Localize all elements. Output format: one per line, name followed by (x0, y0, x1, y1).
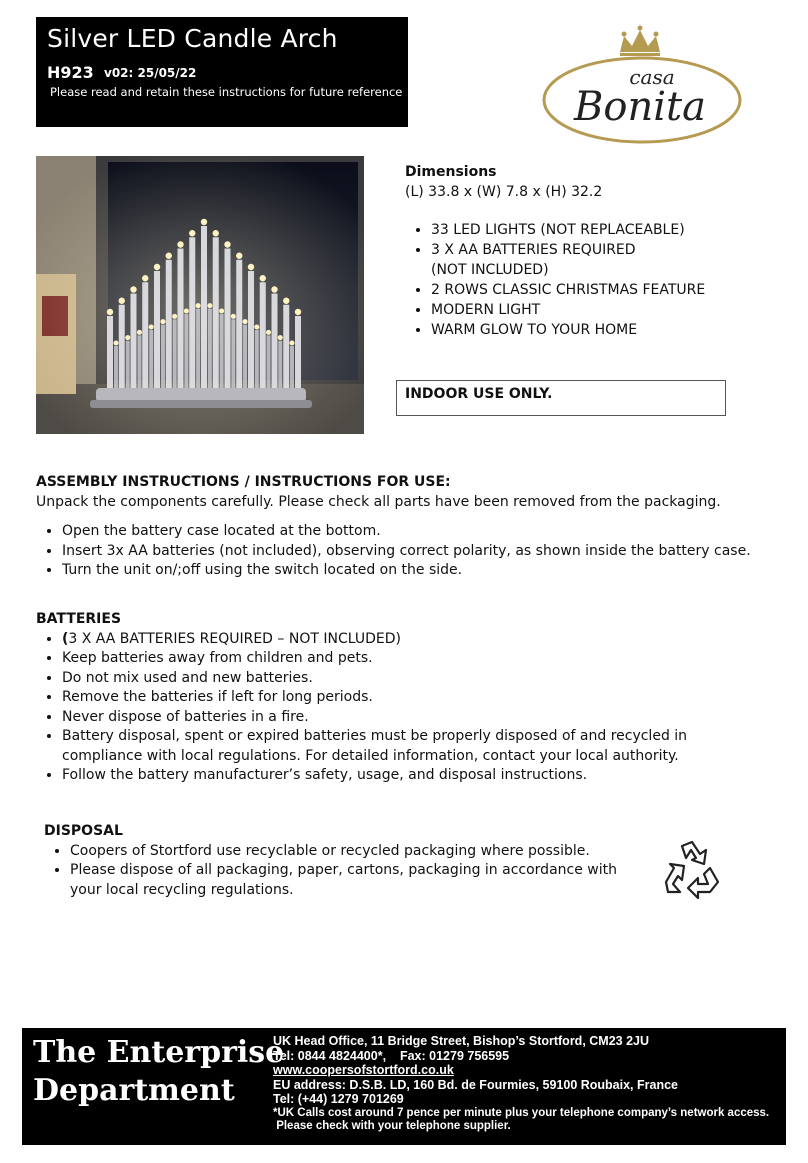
candle-tube (154, 271, 160, 388)
document-header (36, 17, 408, 127)
dimensions-value: (L) 33.8 x (W) 7.8 x (H) 32.2 (405, 184, 603, 200)
led-light (149, 325, 154, 330)
list-item: • 3 X AA BATTERIES REQUIRED (NOT INCLUDED) (431, 240, 671, 280)
candle-tube (178, 249, 184, 389)
list-item: • Please dispose of all packaging, paper, cartons, packaging in accordance with your local recycling regulations. (70, 861, 640, 900)
candle-tube (131, 294, 137, 389)
led-light (114, 341, 119, 346)
assembly-steps (36, 522, 776, 581)
head-office-address: UK Head Office, 11 Bridge Street, Bishop’s Stortford, CM23 2JU (273, 1034, 650, 1048)
candle-tube (243, 325, 247, 388)
candle-tube (272, 294, 278, 389)
recycle-icon (660, 838, 724, 900)
led-light (130, 286, 136, 292)
batteries-section (36, 610, 776, 786)
list-item: • Turn the unit on/;off using the switch located on the side. (62, 561, 776, 581)
list-item: • Insert 3x AA batteries (not included), observing correct polarity, as shown inside the battery case. (62, 542, 776, 562)
led-light (107, 309, 113, 315)
version-label: v02: 25/05/22 (104, 66, 197, 80)
candle-tube (290, 346, 294, 388)
led-light (266, 330, 271, 335)
candle-tube (267, 335, 271, 388)
candle-tube (201, 226, 207, 388)
list-item: • Battery disposal, spent or expired batteries must be properly disposed of and recycled in compliance with local regulations. For detailed information, contact your local authority. (62, 727, 752, 766)
led-light (254, 325, 259, 330)
candle-tube (119, 305, 125, 388)
candle-tube (137, 335, 141, 388)
led-light (231, 314, 236, 319)
led-light (201, 219, 207, 225)
website-link[interactable]: www.coopersofstortford.co.uk (273, 1063, 454, 1078)
product-code: H923 (47, 63, 94, 82)
led-light (137, 330, 142, 335)
led-light (219, 309, 224, 314)
candle-tube (142, 282, 148, 388)
assembly-intro: Unpack the components carefully. Please check all parts have been removed from the packaging. (36, 493, 721, 510)
phone-number: Tel: 0844 4824400*, (273, 1048, 387, 1063)
footer (22, 1028, 786, 1145)
batteries-list (36, 630, 752, 786)
candle-tube (208, 309, 212, 388)
led-light (172, 314, 177, 319)
led-light (125, 335, 130, 340)
led-light (295, 309, 301, 315)
paren-open: ( (62, 630, 69, 647)
candle-tube (260, 282, 266, 388)
led-light (154, 264, 160, 270)
disposal-list (44, 842, 640, 901)
list-item: • MODERN LIGHT (431, 300, 765, 320)
list-item: • Remove the batteries if left for long periods. (62, 688, 752, 708)
casa-bonita-logo (540, 22, 745, 144)
led-light (184, 309, 189, 314)
list-item: • 2 ROWS CLASSIC CHRISTMAS FEATURE (431, 280, 765, 300)
candle-tube (149, 330, 153, 388)
dimensions-heading: Dimensions (405, 164, 497, 180)
list-item: • Keep batteries away from children and pets. (62, 649, 752, 669)
candle-tube (189, 237, 195, 388)
supplier-note: Please check with your telephone supplier. (273, 1120, 511, 1133)
department-name (33, 1034, 284, 1110)
led-light (278, 335, 283, 340)
candle-tube (295, 316, 301, 388)
led-light (207, 303, 212, 308)
fax-number: Fax: 01279 756595 (399, 1048, 510, 1063)
candle-tube (248, 271, 254, 388)
led-light (196, 303, 201, 308)
candle-tube (161, 325, 165, 388)
led-light (248, 264, 254, 270)
retain-note: Please read and retain these instructions for future reference (50, 85, 403, 99)
candle-tube (220, 314, 224, 388)
list-item: • WARM GLOW TO YOUR HOME (431, 320, 765, 340)
logo-casa: casa (629, 65, 675, 89)
indoor-use-box (396, 380, 726, 416)
specifications (405, 162, 765, 340)
candle-tube (255, 330, 259, 388)
candle-tube (283, 305, 289, 388)
candle-tube (213, 237, 219, 388)
led-light (166, 253, 172, 259)
candle-tube (278, 341, 282, 388)
led-light (243, 319, 248, 324)
led-light (177, 241, 183, 247)
department-line-1: The Enterprise (33, 1035, 285, 1070)
list-item: • Coopers of Stortford use recyclable or recycled packaging where possible. (70, 842, 640, 862)
candle-tube (236, 260, 242, 388)
list-item: • Open the battery case located at the bottom. (62, 522, 776, 542)
candle-tube (231, 319, 235, 388)
candle-tube (166, 260, 172, 388)
disposal-heading: DISPOSAL (44, 823, 123, 839)
list-item: • Never dispose of batteries in a fire. (62, 708, 752, 728)
logo-bonita: Bonita (574, 84, 706, 130)
phone-fax-line (273, 1049, 769, 1064)
candle-tube (196, 309, 200, 388)
list-item: • 33 LED LIGHTS (NOT REPLACEABLE) (431, 220, 765, 240)
led-light (271, 286, 277, 292)
candle-tube (114, 346, 118, 388)
assembly-section (36, 473, 776, 581)
department-line-2: Department (33, 1073, 235, 1108)
assembly-heading: ASSEMBLY INSTRUCTIONS / INSTRUCTIONS FOR USE: (36, 474, 451, 490)
candle-tube (107, 316, 113, 388)
led-light (189, 230, 195, 236)
product-title: Silver LED Candle Arch (47, 24, 338, 53)
led-light (260, 275, 266, 281)
indoor-use-label: INDOOR USE ONLY. (405, 386, 553, 402)
battery-requirement: 3 X AA BATTERIES REQUIRED – NOT INCLUDED) (68, 630, 401, 647)
led-light (224, 241, 230, 247)
crown-icon (620, 26, 660, 57)
candle-tube (225, 249, 231, 389)
feature-list (405, 220, 765, 340)
candle-tube (173, 319, 177, 388)
batteries-heading: BATTERIES (36, 611, 122, 627)
eu-address: EU address: D.S.B. LD, 160 Bd. de Fourmies, 59100 Roubaix, France (273, 1077, 678, 1092)
eu-phone: Tel: (+44) 1279 701269 (273, 1092, 404, 1107)
led-light (283, 298, 289, 304)
led-light (290, 341, 295, 346)
led-light (160, 319, 165, 324)
led-light (142, 275, 148, 281)
product-photo (36, 156, 364, 434)
led-light (119, 298, 125, 304)
candle-tube (126, 341, 130, 388)
call-cost-note: *UK Calls cost around 7 pence per minute plus your telephone company’s network access. (273, 1106, 770, 1119)
list-item: • Follow the battery manufacturer’s safety, usage, and disposal instructions. (62, 766, 752, 786)
led-light (213, 230, 219, 236)
list-item: • Do not mix used and new batteries. (62, 669, 752, 689)
candle-tube (184, 314, 188, 388)
disposal-section (44, 822, 664, 900)
led-light (236, 253, 242, 259)
contact-info (273, 1034, 769, 1134)
list-item (62, 630, 752, 650)
